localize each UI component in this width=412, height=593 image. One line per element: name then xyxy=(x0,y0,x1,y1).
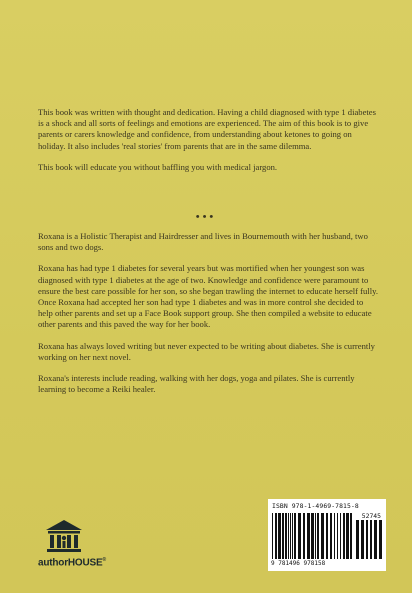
barcode-bars xyxy=(271,513,353,559)
author-bio xyxy=(38,231,378,405)
isbn-barcode xyxy=(268,499,386,571)
barcode-bar xyxy=(278,513,281,559)
barcode-bar xyxy=(346,513,349,559)
barcode-bar xyxy=(298,513,301,559)
barcode-bar xyxy=(334,513,335,559)
bio-paragraph: Roxana has had type 1 diabetes for several years but was mortified when her youngest son was diagnosed with type 1 diabetes at the age of two. Knowledge and confidence were paramount to ensure the best care possible for her son, so she began trawling the internet to educate herself fully. Once Roxana had accepted her son had type 1 diabetes and was in more control she decided to help other parents and set up a Face Book support group. She then compiled a website to educate other parents and this paved the way for her book. xyxy=(38,263,378,330)
addon-barcode-bars xyxy=(355,520,383,559)
barcode-bar xyxy=(361,520,364,559)
barcode-bar xyxy=(379,520,382,559)
publisher-columns-icon xyxy=(44,518,84,554)
barcode-bar xyxy=(356,520,359,559)
bio-paragraph: Roxana's interests include reading, walking with her dogs, yoga and pilates. She is currently learning to become a Reiki healer. xyxy=(38,373,355,395)
bio-paragraph: Roxana has always loved writing but never expected to be writing about diabetes. She is currently working on her next novel. xyxy=(38,340,375,362)
description-paragraph: This book will educate you without baffling you with medical jargon. xyxy=(38,161,278,172)
barcode-bar xyxy=(292,513,293,559)
barcode-bar xyxy=(282,513,284,559)
barcode-bar xyxy=(330,513,332,559)
barcode-bar xyxy=(303,513,305,559)
barcode-bar xyxy=(340,513,341,559)
barcode-bar xyxy=(311,513,314,559)
publisher-logo xyxy=(38,518,118,576)
barcode-bar xyxy=(326,513,328,559)
barcode-bar xyxy=(343,513,345,559)
barcode-bar xyxy=(288,513,289,559)
isbn-label: ISBN 978-1-4969-7815-8 xyxy=(272,502,359,510)
barcode-bar xyxy=(275,513,277,559)
barcode-bar xyxy=(272,513,273,559)
barcode-bar xyxy=(315,513,316,559)
publisher-name: authorHOUSE® xyxy=(38,557,106,569)
barcode-bar xyxy=(321,513,324,559)
barcode-bar xyxy=(317,513,319,559)
barcode-bar xyxy=(370,520,372,559)
barcode-bar xyxy=(290,513,291,559)
barcode-bar xyxy=(337,513,338,559)
barcode-bar xyxy=(307,513,310,559)
barcode-bar xyxy=(374,520,377,559)
book-description xyxy=(38,107,378,183)
section-separator: ••• xyxy=(195,211,217,223)
barcode-number: 9 781496 978158 xyxy=(271,560,326,567)
bio-paragraph: Roxana is a Holistic Therapist and Hairdresser and lives in Bournemouth with her husband, two sons and two dogs. xyxy=(38,231,368,253)
barcode-bar xyxy=(285,513,287,559)
price-code: 52745 xyxy=(361,512,381,520)
barcode-bar xyxy=(294,513,296,559)
description-paragraph: This book was written with thought and dedication. Having a child diagnosed with type 1 diabetes is a shock and all sorts of feelings and emotions are experienced. The aim of this book is to give parents or carers knowledge and confidence, from understanding about ketones to going on holiday. It also includes 'real stories' from parents that are in the same dilemma. xyxy=(38,107,376,151)
barcode-bar xyxy=(350,513,352,559)
barcode-bar xyxy=(366,520,368,559)
